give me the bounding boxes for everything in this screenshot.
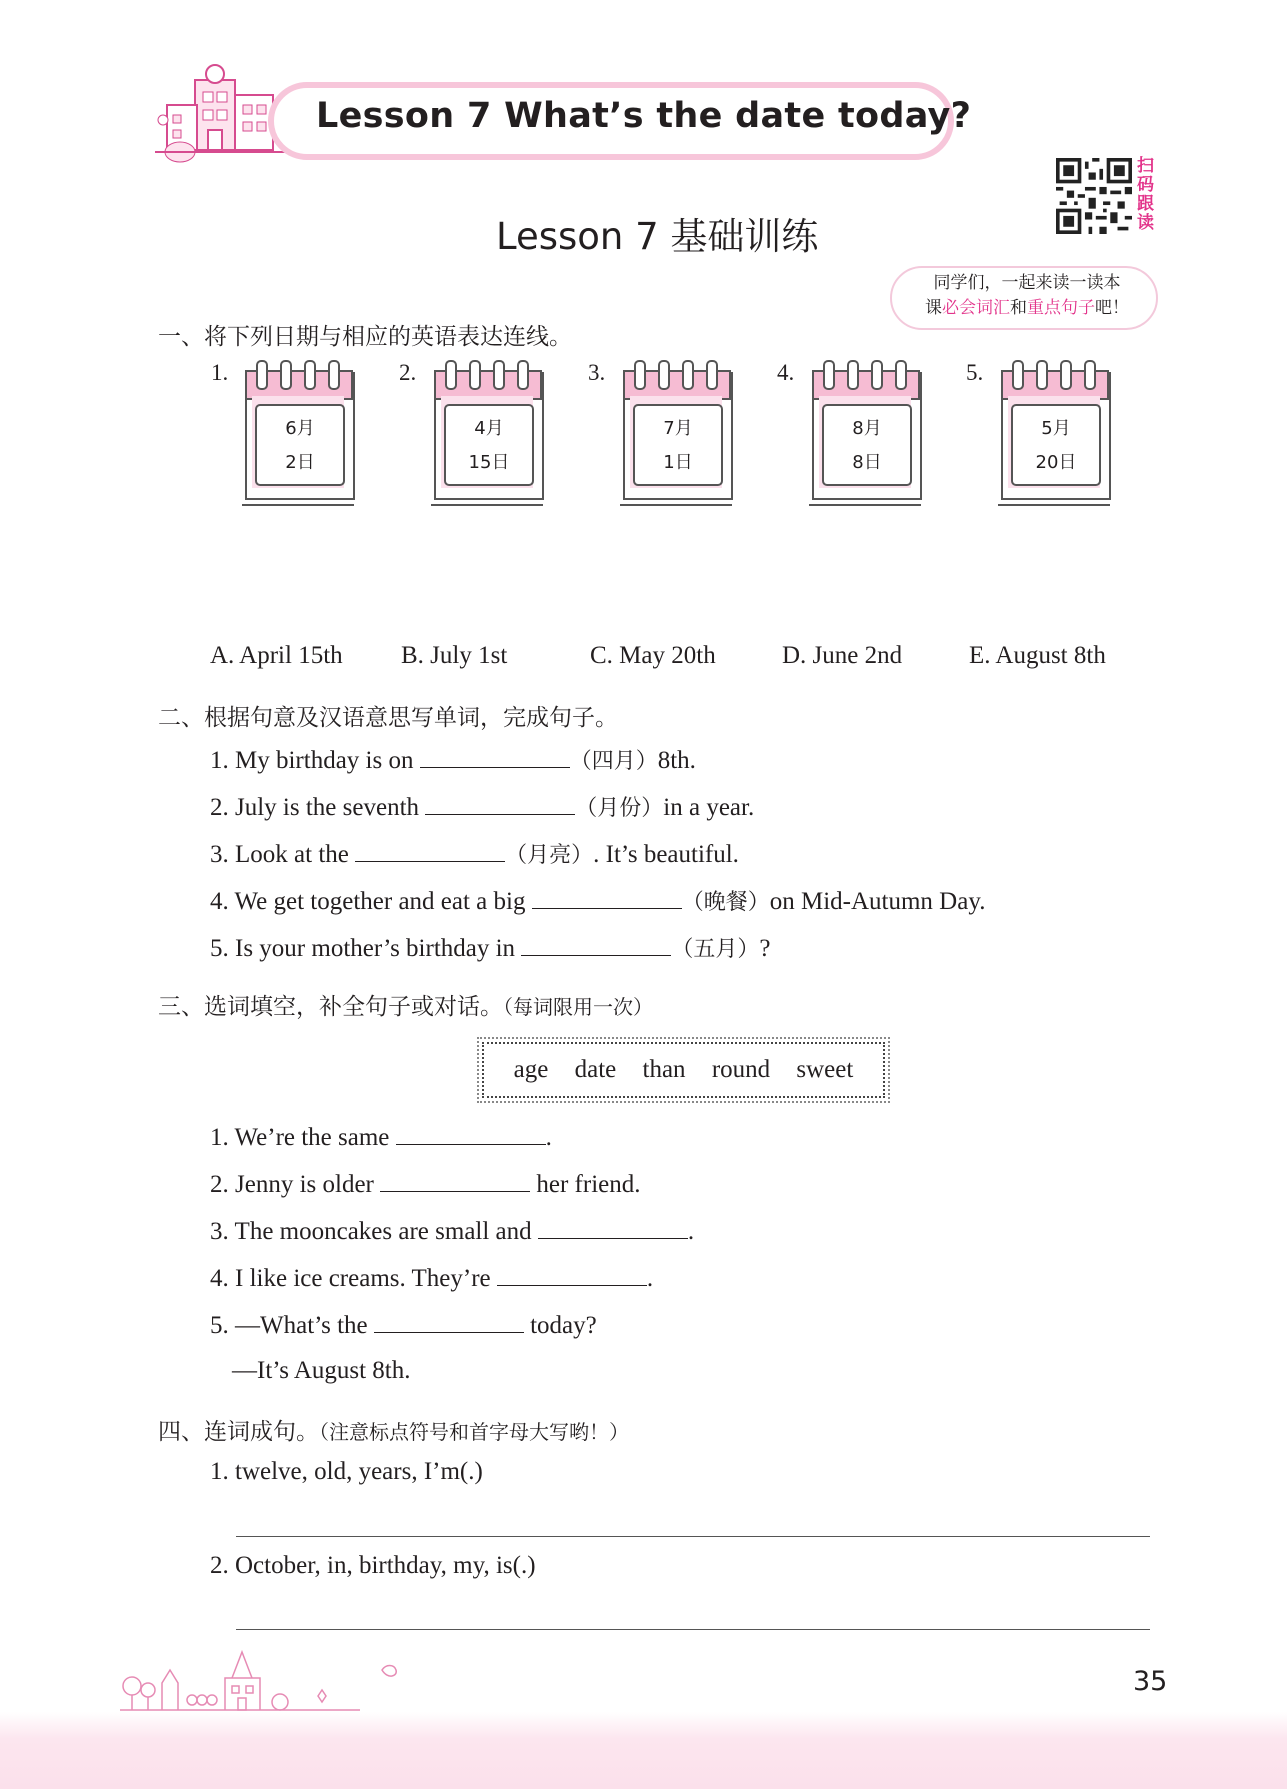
calendar-number: 4. — [777, 360, 795, 385]
page-number: 35 — [1133, 1666, 1168, 1697]
answer-blank[interactable] — [355, 839, 505, 862]
calendar-card — [807, 360, 927, 508]
calendar-number: 1. — [211, 360, 229, 385]
answer-blank[interactable] — [380, 1169, 530, 1192]
sentence-item: 1. My birthday is on （四月）8th. — [210, 747, 696, 774]
sentence-item: 3. Look at the （月亮）. It’s beautiful. — [210, 841, 739, 868]
calendar-number: 2. — [399, 360, 417, 385]
word-bank-item: age — [513, 1056, 549, 1083]
page-subtitle: Lesson 7 基础训练 — [496, 215, 819, 258]
calendar-month: 4月 — [474, 418, 504, 439]
calendar-month: 6月 — [285, 418, 315, 439]
section-3-heading: 三、选词填空，补全句子或对话。（每词限用一次） — [158, 994, 653, 1020]
answer-blank[interactable] — [497, 1263, 647, 1286]
option-a: A. April 15th — [210, 642, 343, 669]
calendar-month: 5月 — [1041, 418, 1071, 439]
option-c: C. May 20th — [590, 642, 716, 669]
answer-line[interactable] — [236, 1536, 1150, 1537]
dialogue-reply: —It’s August 8th. — [232, 1357, 411, 1384]
option-d: D. June 2nd — [782, 642, 903, 669]
answer-blank[interactable] — [374, 1310, 524, 1333]
calendar-month: 7月 — [663, 418, 693, 439]
answer-line[interactable] — [236, 1629, 1150, 1630]
word-bank-item: sweet — [796, 1056, 854, 1083]
section-2-heading: 二、根据句意及汉语意思写单词，完成句子。 — [158, 705, 618, 731]
qr-code-icon[interactable] — [1056, 158, 1132, 234]
calendar-card — [429, 360, 549, 508]
calendar-month: 8月 — [852, 418, 882, 439]
calendar-number: 5. — [966, 360, 984, 385]
calendar-day: 20日 — [1035, 452, 1077, 473]
calendar-day: 15日 — [468, 452, 510, 473]
calendar-card — [240, 360, 360, 508]
sentence-item: 2. Jenny is older her friend. — [210, 1171, 641, 1198]
speech-bubble-text: 同学们，一起来读一读本 课必会词汇和重点句子吧！ — [925, 273, 1129, 317]
calendar-day: 1日 — [663, 452, 693, 473]
sentence-item: 5. —What’s the today? — [210, 1312, 597, 1339]
word-bank-item: round — [711, 1056, 771, 1083]
sentence-item: 3. The mooncakes are small and . — [210, 1218, 695, 1245]
answer-blank[interactable] — [396, 1122, 546, 1145]
option-b: B. July 1st — [401, 642, 508, 669]
sentence-item: 5. Is your mother’s birthday in （五月）? — [210, 935, 771, 962]
calendar-day: 2日 — [285, 452, 315, 473]
answer-blank[interactable] — [538, 1216, 688, 1239]
word-order-item: 1. twelve, old, years, I’m(.) — [210, 1458, 483, 1485]
answer-blank[interactable] — [420, 745, 570, 768]
town-illustration — [120, 1648, 420, 1718]
sentence-item: 4. We get together and eat a big （晚餐）on Mid-Autumn Day. — [210, 888, 986, 915]
word-bank — [482, 1042, 885, 1098]
calendar-card — [996, 360, 1116, 508]
answer-blank[interactable] — [521, 933, 671, 956]
sentence-item: 2. July is the seventh （月份）in a year. — [210, 794, 755, 821]
word-bank-item: than — [642, 1056, 686, 1083]
calendar-day: 8日 — [852, 452, 882, 473]
answer-blank[interactable] — [532, 886, 682, 909]
footer-band — [0, 1712, 1287, 1789]
scan-to-read-label: 扫 码 跟 读 — [1137, 156, 1154, 233]
sentence-item: 1. We’re the same . — [210, 1124, 552, 1151]
calendar-card — [618, 360, 738, 508]
calendar-number: 3. — [588, 360, 606, 385]
sentence-item: 4. I like ice creams. They’re . — [210, 1265, 654, 1292]
option-e: E. August 8th — [969, 642, 1106, 669]
word-order-item: 2. October, in, birthday, my, is(.) — [210, 1552, 536, 1579]
section-1-heading: 一、将下列日期与相应的英语表达连线。 — [158, 324, 572, 350]
answer-blank[interactable] — [425, 792, 575, 815]
section-4-heading: 四、连词成句。（注意标点符号和首字母大写哟！） — [158, 1419, 629, 1445]
lesson-title: Lesson 7 What’s the date today? — [316, 96, 972, 136]
word-bank-item: date — [574, 1056, 617, 1083]
